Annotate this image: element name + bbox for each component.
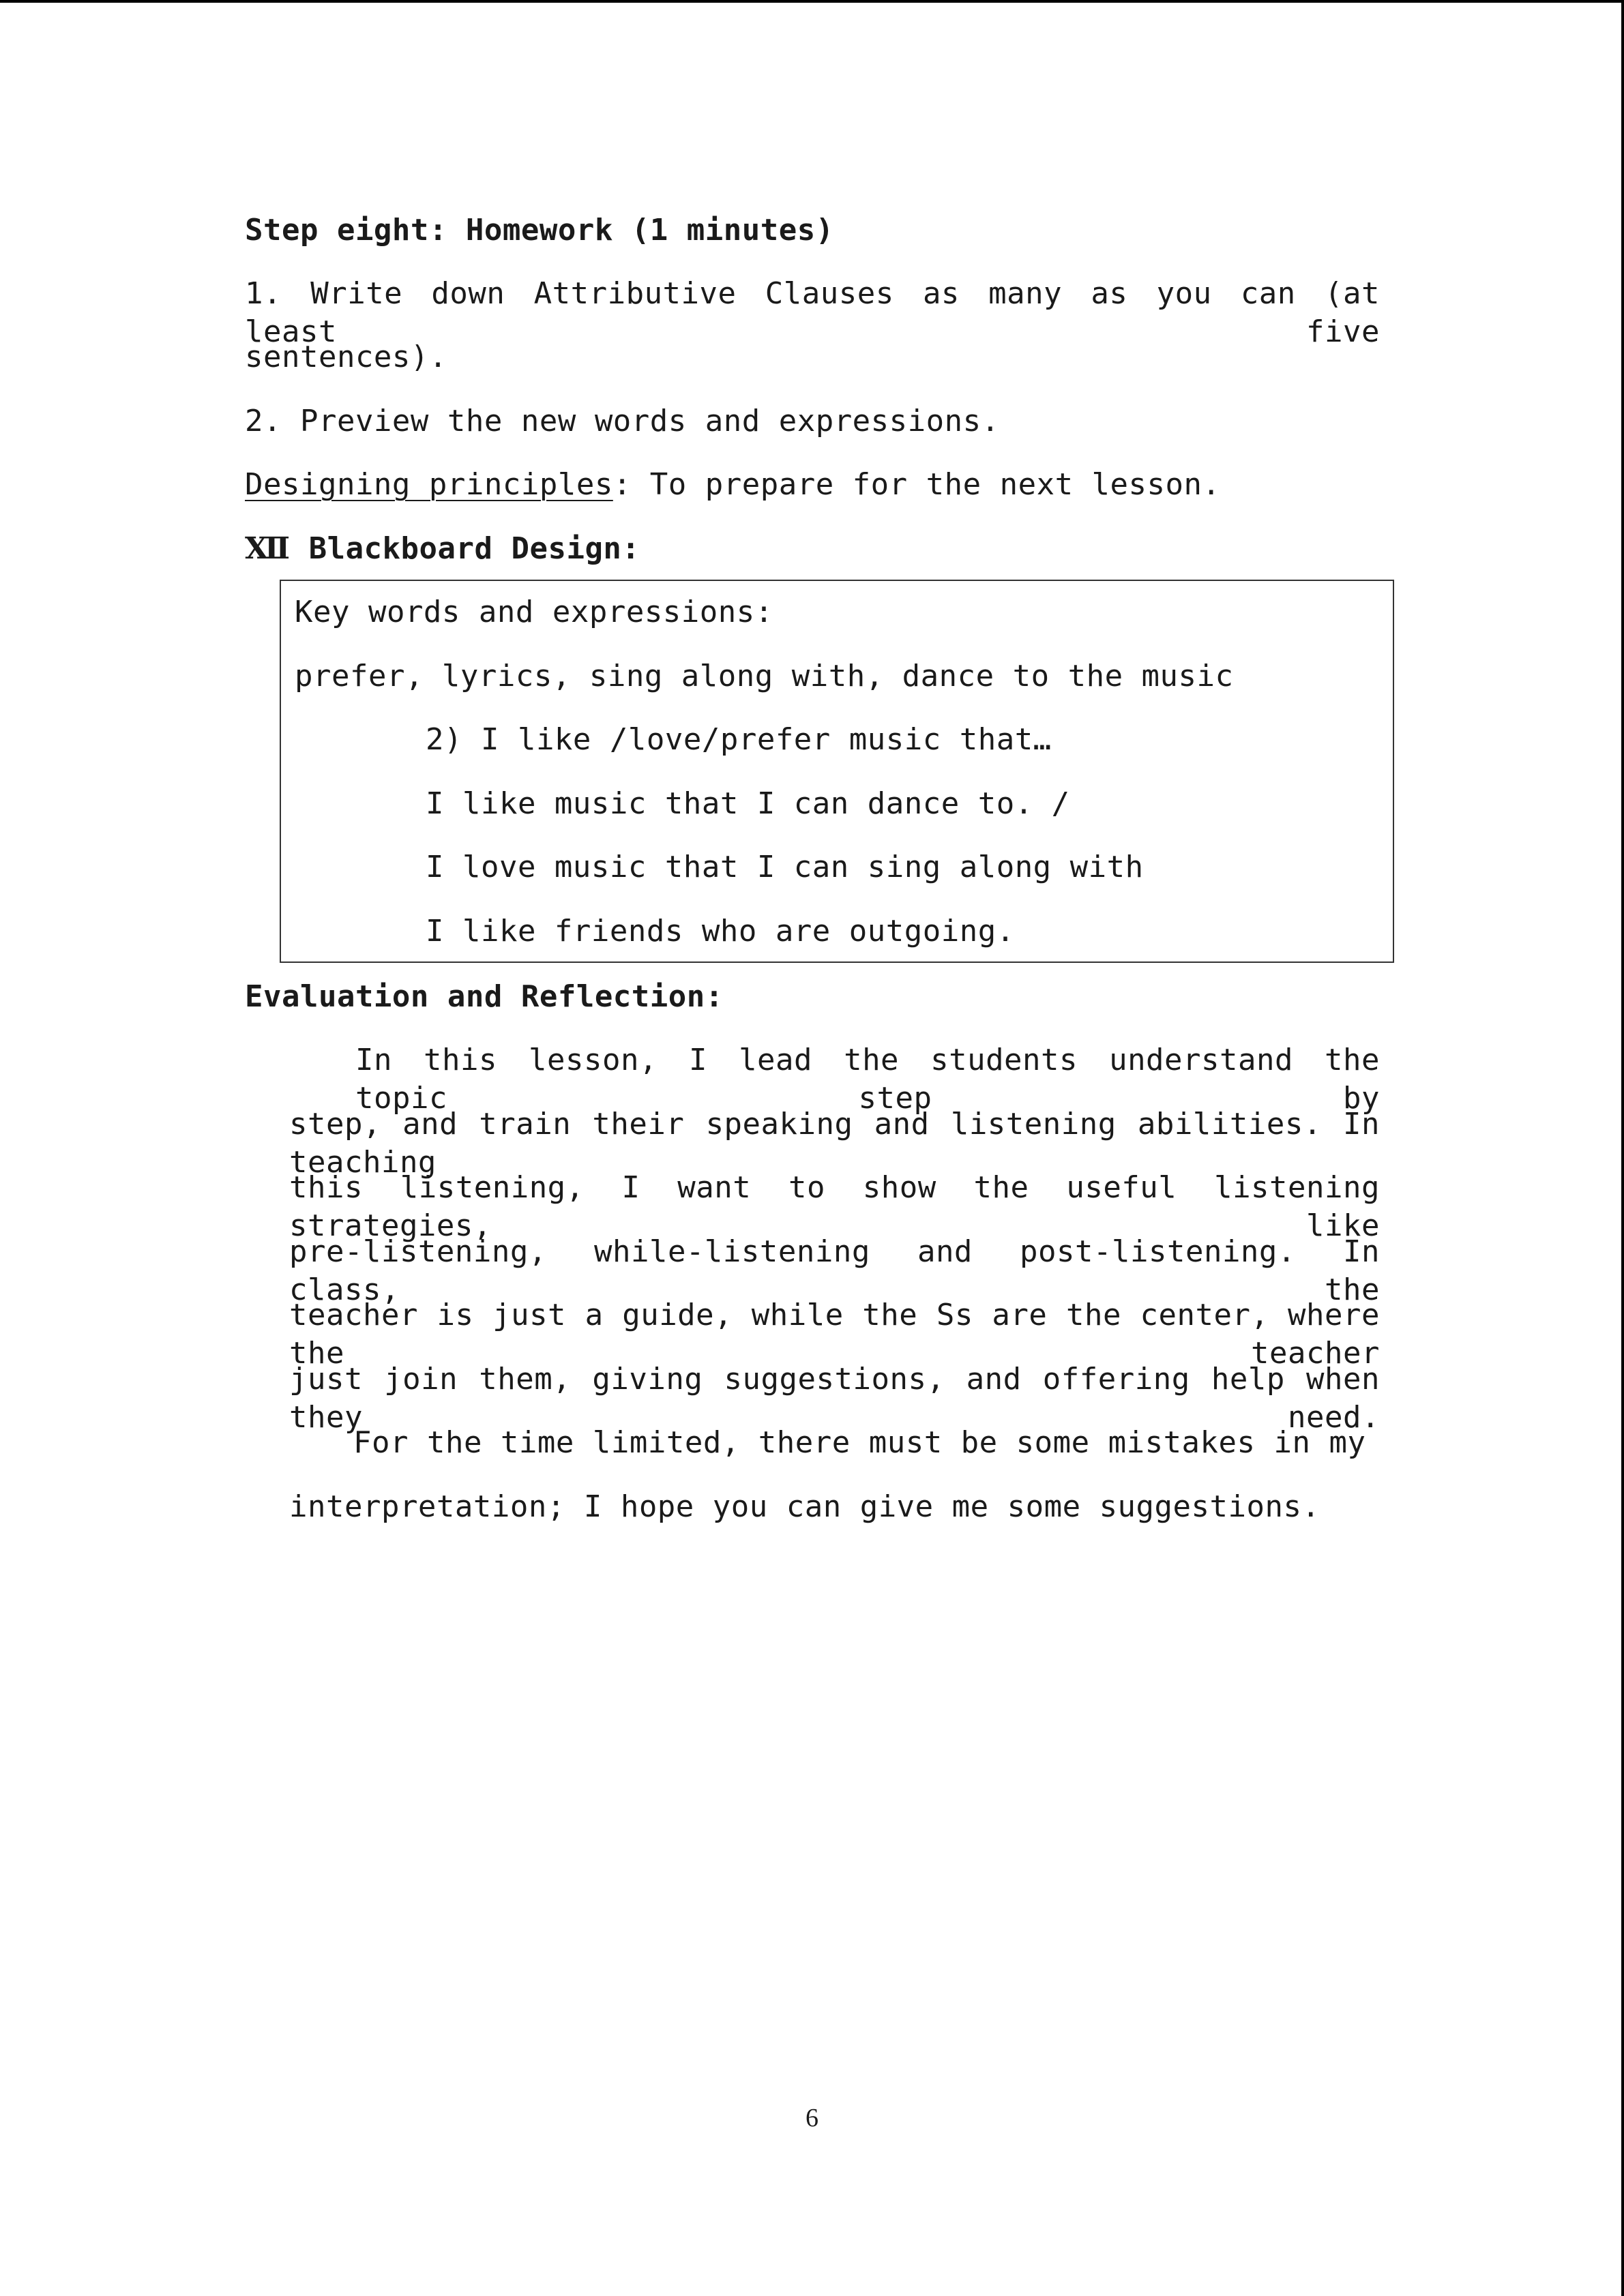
homework-heading: Step eight: Homework (1 minutes): [245, 213, 834, 248]
evaluation-heading: Evaluation and Reflection:: [245, 979, 724, 1014]
homework-item-1-line-1: 1. Write down Attributive Clauses as many as you can (at least five: [245, 276, 1380, 349]
evaluation-para-1-line: teacher is just a guide, while the Ss are the center, where the teacher: [289, 1298, 1380, 1371]
page-right-border: [1621, 0, 1624, 2296]
designing-principles-text: : To prepare for the next lesson.: [612, 467, 1221, 502]
homework-item-2: 2. Preview the new words and expressions.: [245, 404, 1000, 438]
blackboard-line: 2) I like /love/prefer music that…: [426, 722, 1052, 757]
designing-principles: [245, 466, 1221, 504]
homework-item-1-line-2: sentences).: [245, 340, 447, 374]
blackboard-line: I like friends who are outgoing.: [426, 914, 1015, 949]
designing-principles-label: Designing principles: [245, 467, 613, 502]
evaluation-para-2-line: For the time limited, there must be some mistakes in my: [353, 1425, 1366, 1460]
evaluation-para-2-line: interpretation; I hope you can give me some suggestions.: [289, 1489, 1320, 1524]
blackboard-box: [280, 580, 1394, 963]
evaluation-para-1-line: step, and train their speaking and listening abilities. In teaching: [289, 1107, 1380, 1180]
evaluation-para-1-line: just join them, giving suggestions, and offering help when they need.: [289, 1362, 1380, 1435]
page-top-border: [0, 0, 1624, 3]
page-number: 6: [806, 2104, 818, 2132]
blackboard-roman-numeral: Ⅻ: [245, 531, 291, 566]
blackboard-heading: [245, 530, 640, 568]
evaluation-para-1-line: In this lesson, I lead the students understand the topic step by: [355, 1043, 1380, 1116]
evaluation-para-1-line: this listening, I want to show the useful listening strategies, like: [289, 1170, 1380, 1243]
blackboard-line: I like music that I can dance to. /: [426, 786, 1070, 821]
blackboard-heading-text: Blackboard Design:: [290, 531, 640, 566]
blackboard-line: I love music that I can sing along with: [426, 850, 1144, 884]
evaluation-para-1-line: pre-listening, while-listening and post-listening. In class, the: [289, 1234, 1380, 1307]
blackboard-line: Key words and expressions:: [295, 595, 773, 629]
blackboard-line: prefer, lyrics, sing along with, dance to the music: [295, 659, 1234, 694]
